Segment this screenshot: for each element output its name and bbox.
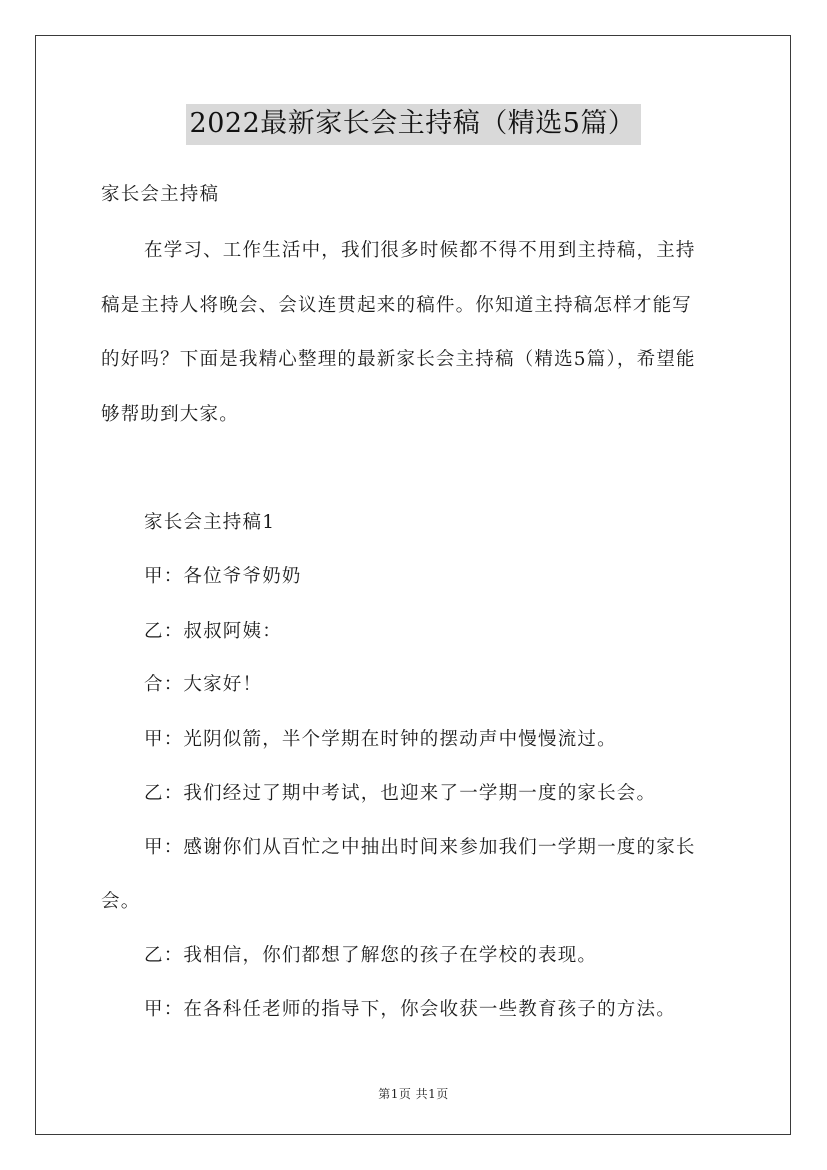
subtitle: 家长会主持稿 <box>101 184 220 205</box>
document-title: 2022最新家长会主持稿（精选5篇） <box>186 104 642 145</box>
intro-line: 在学习、工作生活中，我们很多时候都不得不用到主持稿，主持 <box>144 240 696 261</box>
section-heading: 家长会主持稿1 <box>144 512 276 533</box>
dialogue-line: 会。 <box>101 891 141 912</box>
dialogue-line: 乙：我们经过了期中考试，也迎来了一学期一度的家长会。 <box>144 783 657 804</box>
dialogue-line: 乙：叔叔阿姨： <box>144 621 282 642</box>
dialogue-line: 甲：各位爷爷奶奶 <box>144 566 302 587</box>
intro-line: 够帮助到大家。 <box>101 404 239 425</box>
dialogue-line: 乙：我相信，你们都想了解您的孩子在学校的表现。 <box>144 945 598 966</box>
dialogue-line: 甲：光阴似箭，半个学期在时钟的摆动声中慢慢流过。 <box>144 729 617 750</box>
document-title-block <box>0 104 827 145</box>
dialogue-line: 甲：在各科任老师的指导下，你会收获一些教育孩子的方法。 <box>144 999 676 1020</box>
intro-line: 的好吗？下面是我精心整理的最新家长会主持稿（精选5篇），希望能 <box>101 349 696 370</box>
page-footer: 第1页 共1页 <box>378 1087 449 1101</box>
dialogue-line: 甲：感谢你们从百忙之中抽出时间来参加我们一学期一度的家长 <box>144 837 696 858</box>
intro-line: 稿是主持人将晚会、会议连贯起来的稿件。你知道主持稿怎样才能写 <box>101 295 693 316</box>
dialogue-line: 合：大家好！ <box>144 674 263 695</box>
